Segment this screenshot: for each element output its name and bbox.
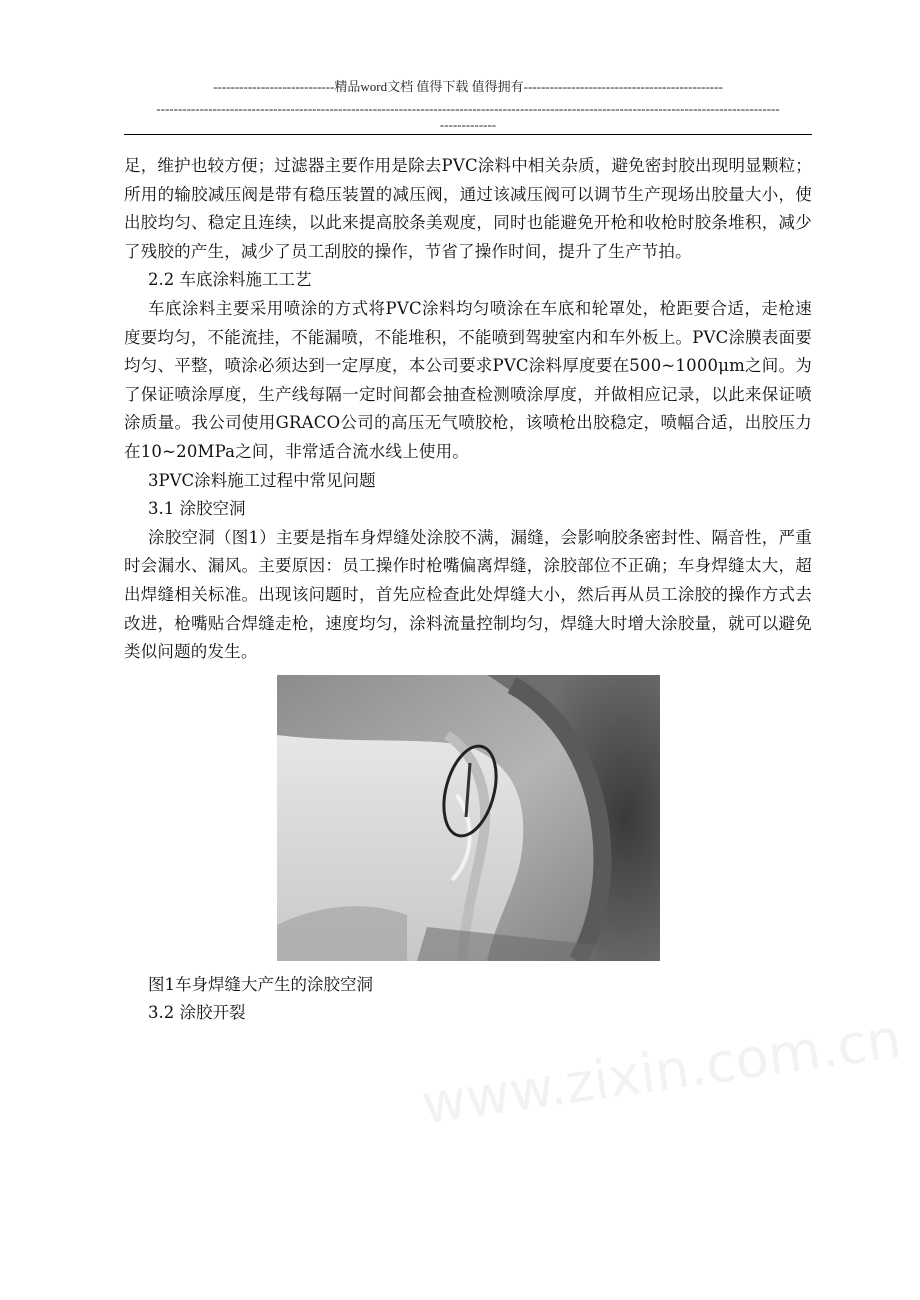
header-banner: ----------------------------精品word文档 值得下载 值得拥有---------------------------------------------- bbox=[213, 79, 723, 94]
paragraph-intro: 足，维护也较方便；过滤器主要作用是除去PVC涂料中相关杂质，避免密封胶出现明显颗粒；所用的输胶减压阀是带有稳压装置的减压阀，通过该减压阀可以调节生产现场出胶量大小，使出胶均匀、稳定且连续，以此来提高胶条美观度，同时也能避免开枪和收枪时胶条堆积，减少了残胶的产生，减少了员工刮胶的操作，节省了操作时间，提升了生产节拍。 bbox=[124, 156, 812, 261]
weld-seam-photo bbox=[277, 675, 660, 961]
heading-2-2: 2.2 车底涂料施工工艺 bbox=[148, 270, 312, 290]
figure-1-photo bbox=[277, 675, 660, 961]
paragraph-2-2: 车底涂料主要采用喷涂的方式将PVC涂料均匀喷涂在车底和轮罩处，枪距要合适，走枪速度要均匀，不能流挂，不能漏喷，不能堆积，不能喷到驾驶室内和车外板上。PVC涂膜表面要均匀、平整，喷涂必须达到一定厚度，本公司要求PVC涂料厚度要在500~1000μm之间。为了保证喷涂厚度，生产线每隔一定时间都会抽查检测喷涂厚度，并做相应记录，以此来保证喷涂质量。我公司使用GRACO公司的高压无气喷胶枪，该喷枪出胶稳定，喷幅合适，出胶压力在10~20MPa之间，非常适合流水线上使用。 bbox=[124, 298, 812, 461]
heading-3-2: 3.2 涂胶开裂 bbox=[148, 1003, 246, 1023]
header-dash-line: ------------------------------------------------------------------------------------------------------------------------------------------------ bbox=[156, 101, 780, 116]
figure-1-caption: 图1车身焊缝大产生的涂胶空洞 bbox=[148, 974, 373, 994]
heading-3-1: 3.1 涂胶空洞 bbox=[148, 499, 246, 519]
paragraph-3-1: 涂胶空洞（图1）主要是指车身焊缝处涂胶不满，漏缝，会影响胶条密封性、隔音性，严重时会漏水、漏风。主要原因：员工操作时枪嘴偏离焊缝，涂胶部位不正确；车身焊缝太大，超出焊缝相关标准。出现该问题时，首先应检查此处焊缝大小，然后再从员工涂胶的操作方式去改进，枪嘴贴合焊缝走枪，速度均匀，涂料流量控制均匀，焊缝大时增大涂胶量，就可以避免类似问题的发生。 bbox=[124, 527, 812, 662]
header-dash-line-short: ------------- bbox=[439, 117, 497, 132]
header-rule bbox=[124, 134, 812, 135]
document-body bbox=[124, 152, 812, 1028]
heading-3: 3PVC涂料施工过程中常见问题 bbox=[148, 470, 376, 490]
watermark: www.zixin.com.cn bbox=[417, 1006, 905, 1137]
